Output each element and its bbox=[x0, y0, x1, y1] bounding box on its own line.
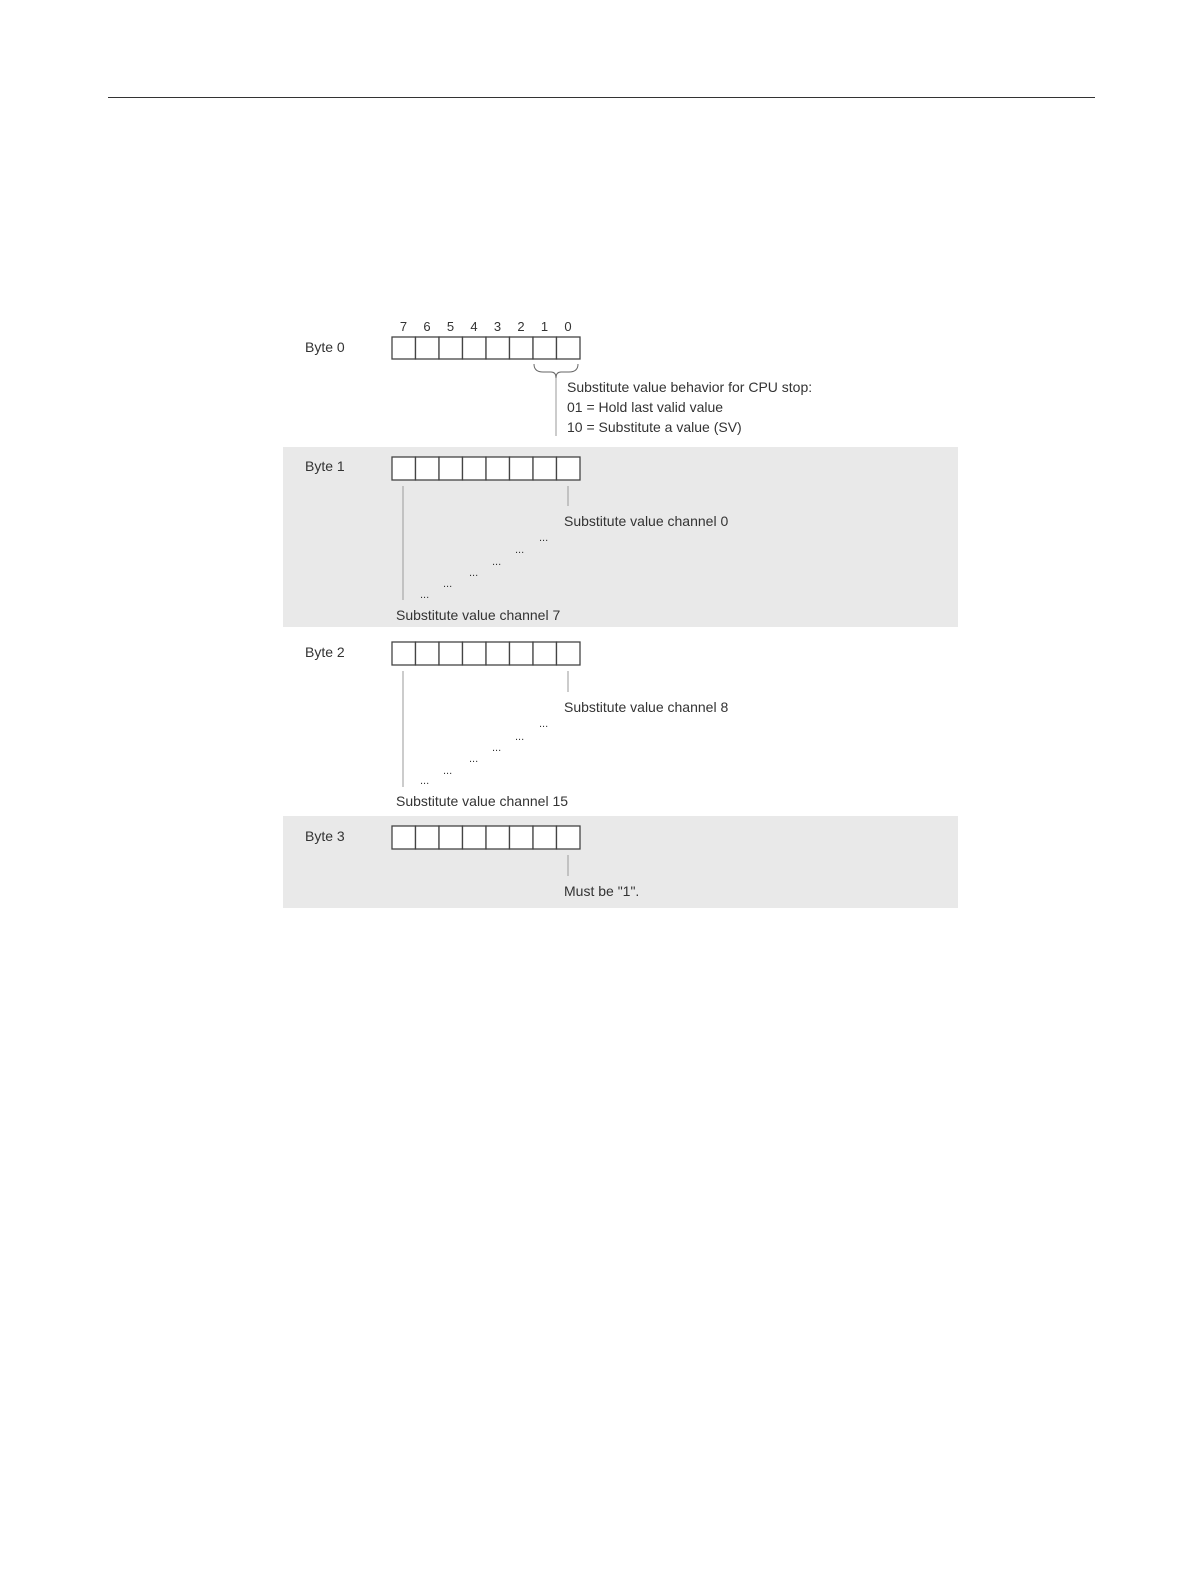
byte-3-bit-boxes bbox=[392, 826, 580, 849]
byte-0-note-line-1: Substitute value behavior for CPU stop: bbox=[567, 379, 813, 395]
byte-2-ellipsis-steps bbox=[420, 718, 548, 787]
byte-2-channel-15-label: Substitute value channel 15 bbox=[396, 793, 569, 809]
svg-text:...: ... bbox=[420, 589, 430, 601]
svg-text:...: ... bbox=[515, 731, 525, 743]
svg-text:...: ... bbox=[492, 556, 502, 568]
svg-text:...: ... bbox=[539, 718, 549, 730]
bit-number-7: 7 bbox=[399, 319, 408, 334]
byte-3-note: Must be "1". bbox=[564, 883, 640, 899]
bit-number-2: 2 bbox=[517, 319, 525, 334]
byte-0-note-line-3: 10 = Substitute a value (SV) bbox=[567, 419, 742, 435]
byte-1-band bbox=[283, 447, 958, 627]
bit-number-6: 6 bbox=[423, 319, 431, 334]
svg-text:...: ... bbox=[443, 765, 453, 777]
svg-text:...: ... bbox=[515, 544, 525, 556]
bit-number-0: 0 bbox=[564, 319, 572, 334]
byte-1-channel-0-label: Substitute value channel 0 bbox=[564, 513, 729, 529]
bits-1-0-brace bbox=[534, 364, 578, 378]
byte-0-bit-boxes bbox=[392, 337, 580, 359]
byte-2-bit-boxes bbox=[392, 642, 580, 665]
byte-0-label: Byte 0 bbox=[305, 339, 345, 355]
byte-3-label: Byte 3 bbox=[305, 828, 345, 844]
bit-number-4: 4 bbox=[470, 319, 478, 334]
svg-text:...: ... bbox=[469, 567, 479, 579]
byte-1-label: Byte 1 bbox=[305, 458, 345, 474]
bit-number-1: 1 bbox=[540, 319, 549, 334]
svg-text:...: ... bbox=[443, 578, 453, 590]
bit-number-header bbox=[400, 319, 572, 334]
svg-text:...: ... bbox=[492, 742, 502, 754]
byte-1-bit-boxes bbox=[392, 457, 580, 480]
byte-1-channel-7-label: Substitute value channel 7 bbox=[396, 607, 561, 623]
bit-number-3: 3 bbox=[493, 319, 502, 334]
bit-number-5: 5 bbox=[446, 319, 455, 334]
byte-2-channel-8-label: Substitute value channel 8 bbox=[564, 699, 729, 715]
svg-text:...: ... bbox=[420, 775, 430, 787]
svg-text:...: ... bbox=[539, 532, 549, 544]
svg-text:...: ... bbox=[469, 753, 479, 765]
byte-2-label: Byte 2 bbox=[305, 644, 345, 660]
byte-0-note-line-2: 01 = Hold last valid value bbox=[567, 399, 724, 415]
